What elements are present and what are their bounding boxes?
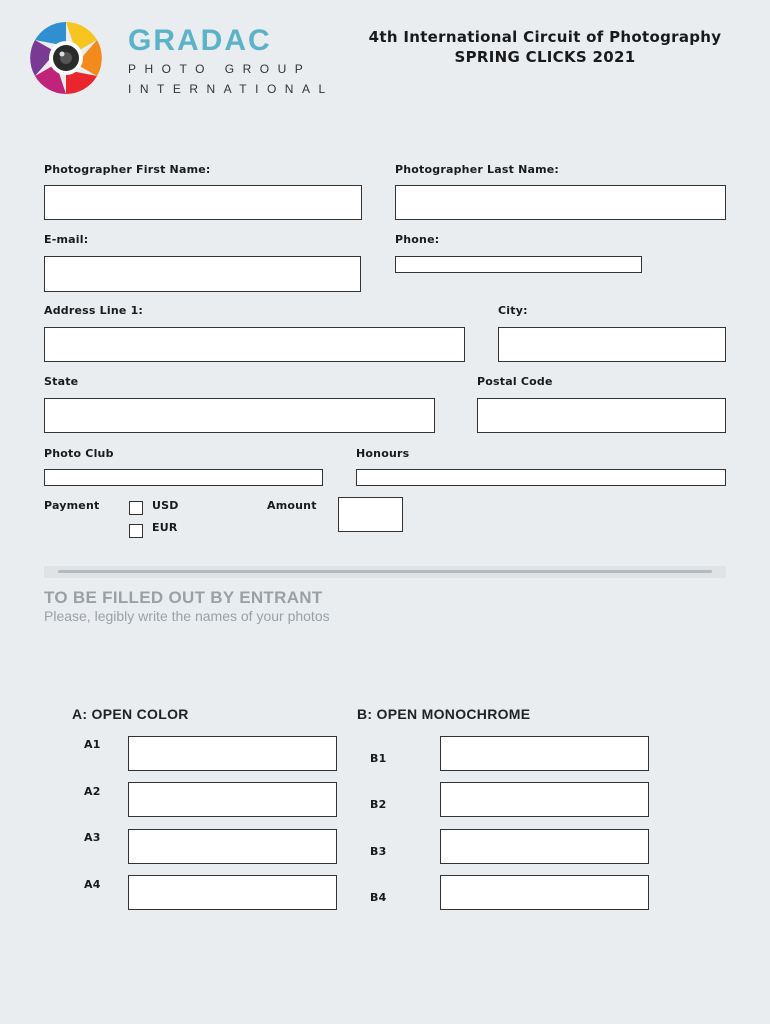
page-subtitle: SPRING CLICKS 2021 [454, 48, 636, 66]
brand-subtitle: PHOTO GROUP [128, 62, 312, 76]
photo-label-b2: B2 [370, 798, 387, 811]
city-label: City: [498, 304, 528, 317]
photo-title-field-b2[interactable] [440, 782, 649, 817]
photo-title-field-a3[interactable] [128, 829, 337, 864]
first-name-field[interactable] [44, 185, 362, 220]
section-divider [44, 566, 726, 578]
photo-label-b1: B1 [370, 752, 387, 765]
address-label: Address Line 1: [44, 304, 144, 317]
usd-checkbox[interactable] [129, 501, 143, 515]
first-name-label: Photographer First Name: [44, 163, 211, 176]
photo-label-b3: B3 [370, 845, 387, 858]
photo-label-a2: A2 [84, 785, 101, 798]
photo-club-label: Photo Club [44, 447, 114, 460]
usd-label: USD [152, 499, 179, 512]
photo-label-b4: B4 [370, 891, 387, 904]
email-label: E-mail: [44, 233, 89, 246]
honours-label: Honours [356, 447, 410, 460]
phone-field[interactable] [395, 256, 642, 273]
city-field[interactable] [498, 327, 726, 362]
state-label: State [44, 375, 79, 388]
photo-label-a4: A4 [84, 878, 101, 891]
photo-title-field-a2[interactable] [128, 782, 337, 817]
photo-title-field-a1[interactable] [128, 736, 337, 771]
brand-subtitle-2: INTERNATIONAL [128, 82, 334, 96]
email-field[interactable] [44, 256, 361, 292]
address-field[interactable] [44, 327, 465, 362]
last-name-field[interactable] [395, 185, 726, 220]
photo-title-field-a4[interactable] [128, 875, 337, 910]
photo-title-field-b1[interactable] [440, 736, 649, 771]
postal-code-label: Postal Code [477, 375, 553, 388]
honours-field[interactable] [356, 469, 726, 486]
photo-club-field[interactable] [44, 469, 323, 486]
last-name-label: Photographer Last Name: [395, 163, 560, 176]
page-title: 4th International Circuit of Photography [368, 28, 722, 46]
brand-name: GRADAC [128, 24, 272, 57]
entrant-instructions: Please, legibly write the names of your photos [44, 608, 330, 624]
postal-code-field[interactable] [477, 398, 726, 433]
eur-label: EUR [152, 521, 178, 534]
category-a-title: A: OPEN COLOR [72, 706, 189, 722]
photo-title-field-b4[interactable] [440, 875, 649, 910]
photo-label-a1: A1 [84, 738, 101, 751]
amount-label: Amount [267, 499, 317, 512]
camera-aperture-logo-icon [22, 16, 112, 100]
amount-field[interactable] [338, 497, 403, 532]
entrant-heading: TO BE FILLED OUT BY ENTRANT [44, 588, 323, 607]
logo [22, 16, 112, 100]
eur-checkbox[interactable] [129, 524, 143, 538]
payment-label: Payment [44, 499, 100, 512]
photo-title-field-b3[interactable] [440, 829, 649, 864]
phone-label: Phone: [395, 233, 440, 246]
state-field[interactable] [44, 398, 435, 433]
category-b-title: B: OPEN MONOCHROME [357, 706, 531, 722]
photo-label-a3: A3 [84, 831, 101, 844]
